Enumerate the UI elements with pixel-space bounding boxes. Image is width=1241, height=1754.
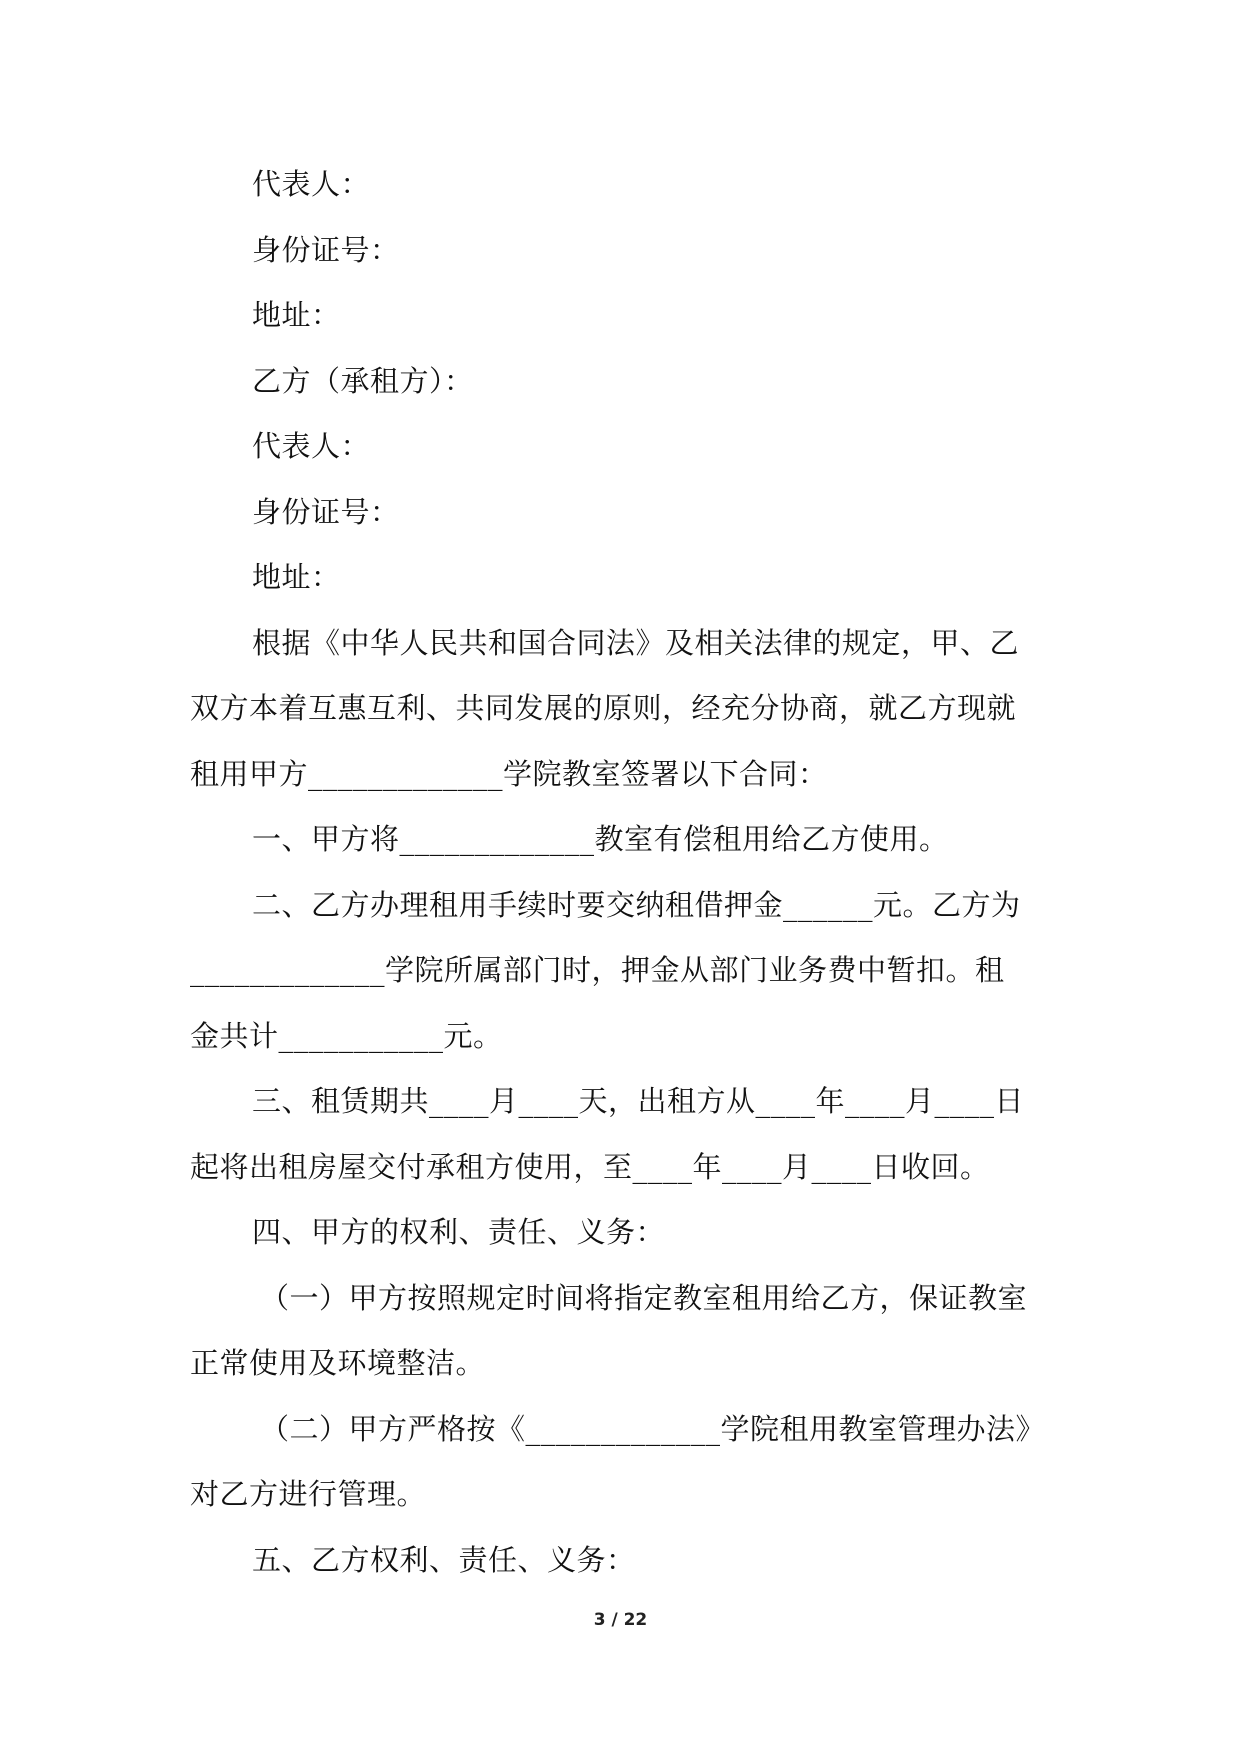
line-party-b: 乙方（承租方）： bbox=[252, 363, 474, 398]
line-representative-a: 代表人： bbox=[252, 167, 371, 201]
preamble-line-2: 双方本着互惠互利、共同发展的原则，经充分协商，就乙方现就 bbox=[190, 691, 1017, 725]
clause-4-item-1-line-1: （一）甲方按照规定时间将指定教室租用给乙方，保证教室 bbox=[260, 1280, 1028, 1315]
preamble-line-3: 租用甲方_____________学院教室签署以下合同： bbox=[190, 756, 828, 791]
page-number: 3 / 22 bbox=[593, 1610, 648, 1630]
clause-4-heading: 四、甲方的权利、责任、义务： bbox=[252, 1215, 666, 1249]
line-representative-b: 代表人： bbox=[252, 429, 371, 463]
clause-4-item-1-line-2: 正常使用及环境整洁。 bbox=[190, 1346, 486, 1380]
document-body bbox=[190, 152, 1060, 1593]
line-address-b: 地址： bbox=[252, 560, 341, 594]
line-id-number-b: 身份证号： bbox=[252, 494, 400, 529]
line-address-a: 地址： bbox=[252, 298, 341, 332]
preamble-line-1: 根据《中华人民共和国合同法》及相关法律的规定，甲、乙 bbox=[252, 625, 1020, 660]
clause-2-line-1: 二、乙方办理租用手续时要交纳租借押金______元。乙方为 bbox=[252, 887, 1021, 922]
clause-2-line-2: _____________学院所属部门时，押金从部门业务费中暂扣。租 bbox=[190, 953, 1005, 987]
clause-1: 一、甲方将_____________教室有偿租用给乙方使用。 bbox=[252, 822, 949, 856]
clause-4-item-2-line-1: （二）甲方严格按《_____________学院租用教室管理办法》 bbox=[260, 1411, 1046, 1446]
clause-3-line-2: 起将出租房屋交付承租方使用，至____年____月____日收回。 bbox=[190, 1149, 990, 1184]
clause-2-line-3: 金共计___________元。 bbox=[190, 1018, 503, 1053]
clause-5-heading: 五、乙方权利、责任、义务： bbox=[252, 1542, 636, 1577]
line-id-number-a: 身份证号： bbox=[252, 232, 400, 267]
clause-3-line-1: 三、租赁期共____月____天，出租方从____年____月____日 bbox=[252, 1084, 1025, 1118]
clause-4-item-2-line-2: 对乙方进行管理。 bbox=[190, 1477, 427, 1511]
